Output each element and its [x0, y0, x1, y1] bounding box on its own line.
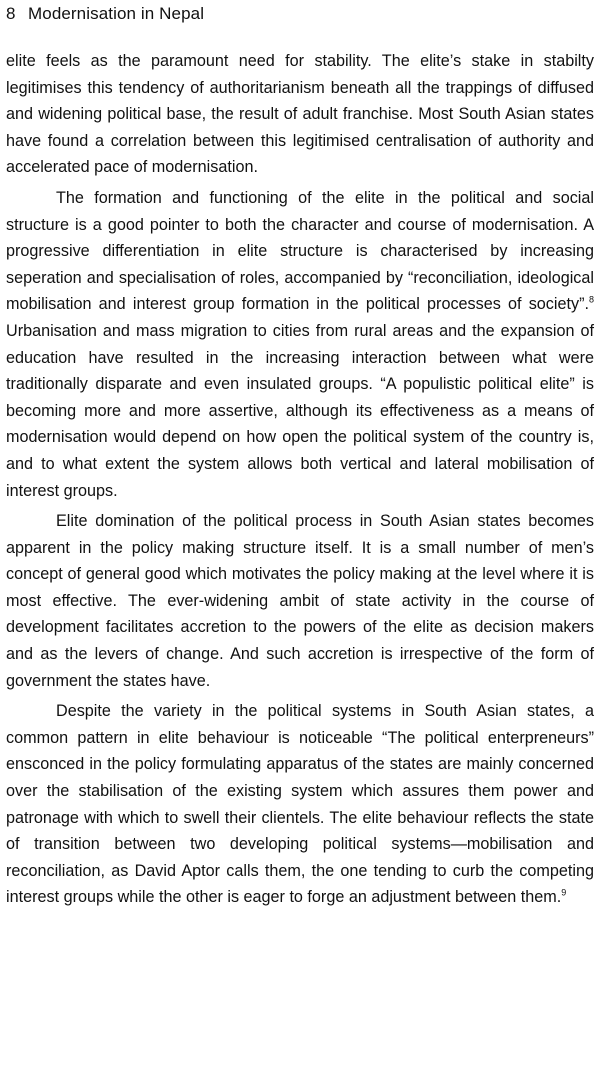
page-number: 8	[6, 4, 16, 23]
body-text	[6, 48, 594, 911]
paragraph-4	[6, 698, 594, 911]
book-page	[6, 0, 594, 1087]
paragraph-2	[6, 185, 594, 504]
paragraph-3	[6, 508, 594, 694]
paragraph-2-text: The formation and functioning of the elite in the political and social structure is a good pointer to both the character and course of modernisation. A progressive differentiation in elite structure is characterised by increasing seperation and specialisation of roles, accompanied by “reconciliation, ideological mobilisation and interest group formation in the political processes of society”.	[6, 188, 594, 314]
footnote-marker-9: 9	[561, 888, 567, 899]
running-header	[6, 0, 594, 30]
paragraph-1	[6, 48, 594, 181]
paragraph-2-text-continued: Urbanisation and mass migration to cities from rural areas and the expansion of education have resulted in the increasing interaction between what were traditionally disparate and even insulated groups. “A populistic political elite” is becoming more and more assertive, although its effectiveness as a means of modernisation would depend on how open the political system of the country is, and to what extent the system allows both vertical and lateral mobilisation of interest groups.	[6, 321, 594, 500]
footnote-marker-8: 8	[588, 294, 594, 305]
paragraph-1-text: elite feels as the paramount need for stability. The elite’s stake in stabilty legitimises this tendency of authoritarianism beneath all the trappings of diffused and widening political base, the result of adult franchise. Most South Asian states have found a correlation between this legitimised centralisation of authority and accelerated pace of modernisation.	[6, 52, 594, 177]
running-title: Modernisation in Nepal	[28, 4, 205, 23]
paragraph-3-text: Elite domination of the political process in South Asian states becomes apparent in the policy making structure itself. It is a small number of men’s concept of general good which motivates the policy making at the level where it is most effective. The ever-widening ambit of state activity in the course of development facilitates accretion to the powers of the elite as decision makers and as the levers of change. And such accretion is irrespective of the form of government the states have.	[6, 512, 594, 690]
paragraph-4-text: Despite the variety in the political systems in South Asian states, a common pattern in elite behaviour is noticeable “The political enterpreneurs” ensconced in the policy formulating apparatus of the states are mainly concerned over the stabilisation of the existing system which assures them power and patronage with which to swell their clientels. The elite behaviour reflects the state of transition between two developing political systems—mobilisation and reconciliation, as David Aptor calls them, the one tending to curb the competing interest groups while the other is eager to forge an adjustment between them.	[6, 702, 594, 907]
